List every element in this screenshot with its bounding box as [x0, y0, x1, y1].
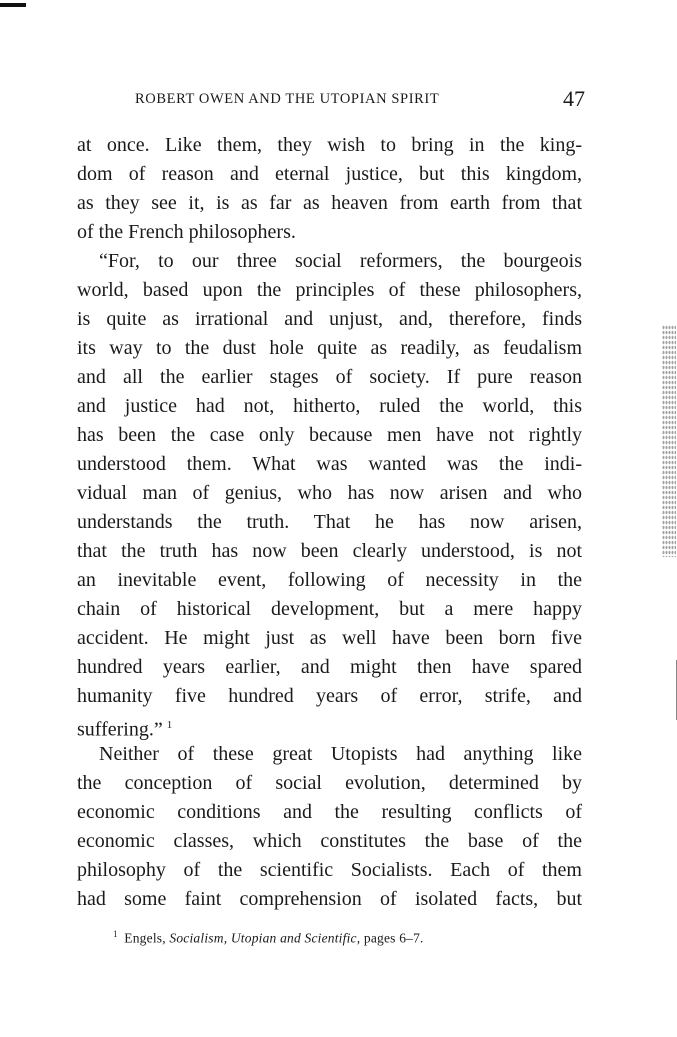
text-line-with-footnote — [77, 711, 582, 740]
text-line: hundred years earlier, and might then have spared — [77, 656, 582, 678]
body-text — [77, 131, 582, 914]
text-line: its way to the dust hole quite as readily, as feudalism — [77, 337, 582, 359]
page-number: 47 — [563, 86, 585, 111]
running-head-title: ROBERT OWEN AND THE UTOPIAN SPIRIT — [135, 91, 440, 107]
text-line: suffering.” — [77, 718, 163, 740]
text-line: the conception of social evolution, determined by — [77, 772, 582, 794]
footnote — [113, 929, 424, 947]
text-line: that the truth has now been clearly understood, is not — [77, 540, 582, 562]
footnote-mark: 1 — [113, 929, 118, 939]
text-line: “For, to our three social reformers, the bourgeois — [99, 250, 582, 272]
text-line: Neither of these great Utopists had anything like — [99, 743, 582, 765]
text-line: understands the truth. That he has now arisen, — [77, 511, 582, 533]
text-line: at once. Like them, they wish to bring in the king- — [77, 134, 582, 156]
text-line: economic classes, which constitutes the base of the — [77, 830, 582, 852]
text-line: as they see it, is as far as heaven from earth from that — [77, 192, 582, 214]
text-line: an inevitable event, following of necessity in the — [77, 569, 582, 591]
text-line: is quite as irrational and unjust, and, therefore, finds — [77, 308, 582, 330]
text-line: had some faint comprehension of isolated facts, but — [77, 888, 582, 910]
text-line: vidual man of genius, who has now arisen and who — [77, 482, 582, 504]
footnote-pages: pages 6–7. — [363, 930, 424, 946]
text-line: philosophy of the scientific Socialists. Each of them — [77, 859, 582, 881]
text-line: and all the earlier stages of society. If pure reason — [77, 366, 582, 388]
text-line: of the French philosophers. — [77, 221, 296, 243]
scan-edge-artifact — [662, 325, 676, 557]
scan-corner-mark — [0, 3, 26, 7]
running-head — [135, 88, 585, 112]
footnote-reference: 1 — [166, 719, 173, 731]
footnote-author: Engels, — [124, 930, 166, 946]
text-line: chain of historical development, but a mere happy — [77, 598, 582, 620]
text-line: world, based upon the principles of these philosophers, — [77, 279, 582, 301]
text-line: accident. He might just as well have been born five — [77, 627, 582, 649]
text-line: dom of reason and eternal justice, but this kingdom, — [77, 163, 582, 185]
footnote-title: Socialism, Utopian and Scientific, — [169, 930, 361, 946]
text-line: understood them. What was wanted was the indi- — [77, 453, 582, 475]
text-line: humanity five hundred years of error, strife, and — [77, 685, 582, 707]
text-line: economic conditions and the resulting conflicts of — [77, 801, 582, 823]
text-line: and justice had not, hitherto, ruled the world, this — [77, 395, 582, 417]
text-line: has been the case only because men have not rightly — [77, 424, 582, 446]
